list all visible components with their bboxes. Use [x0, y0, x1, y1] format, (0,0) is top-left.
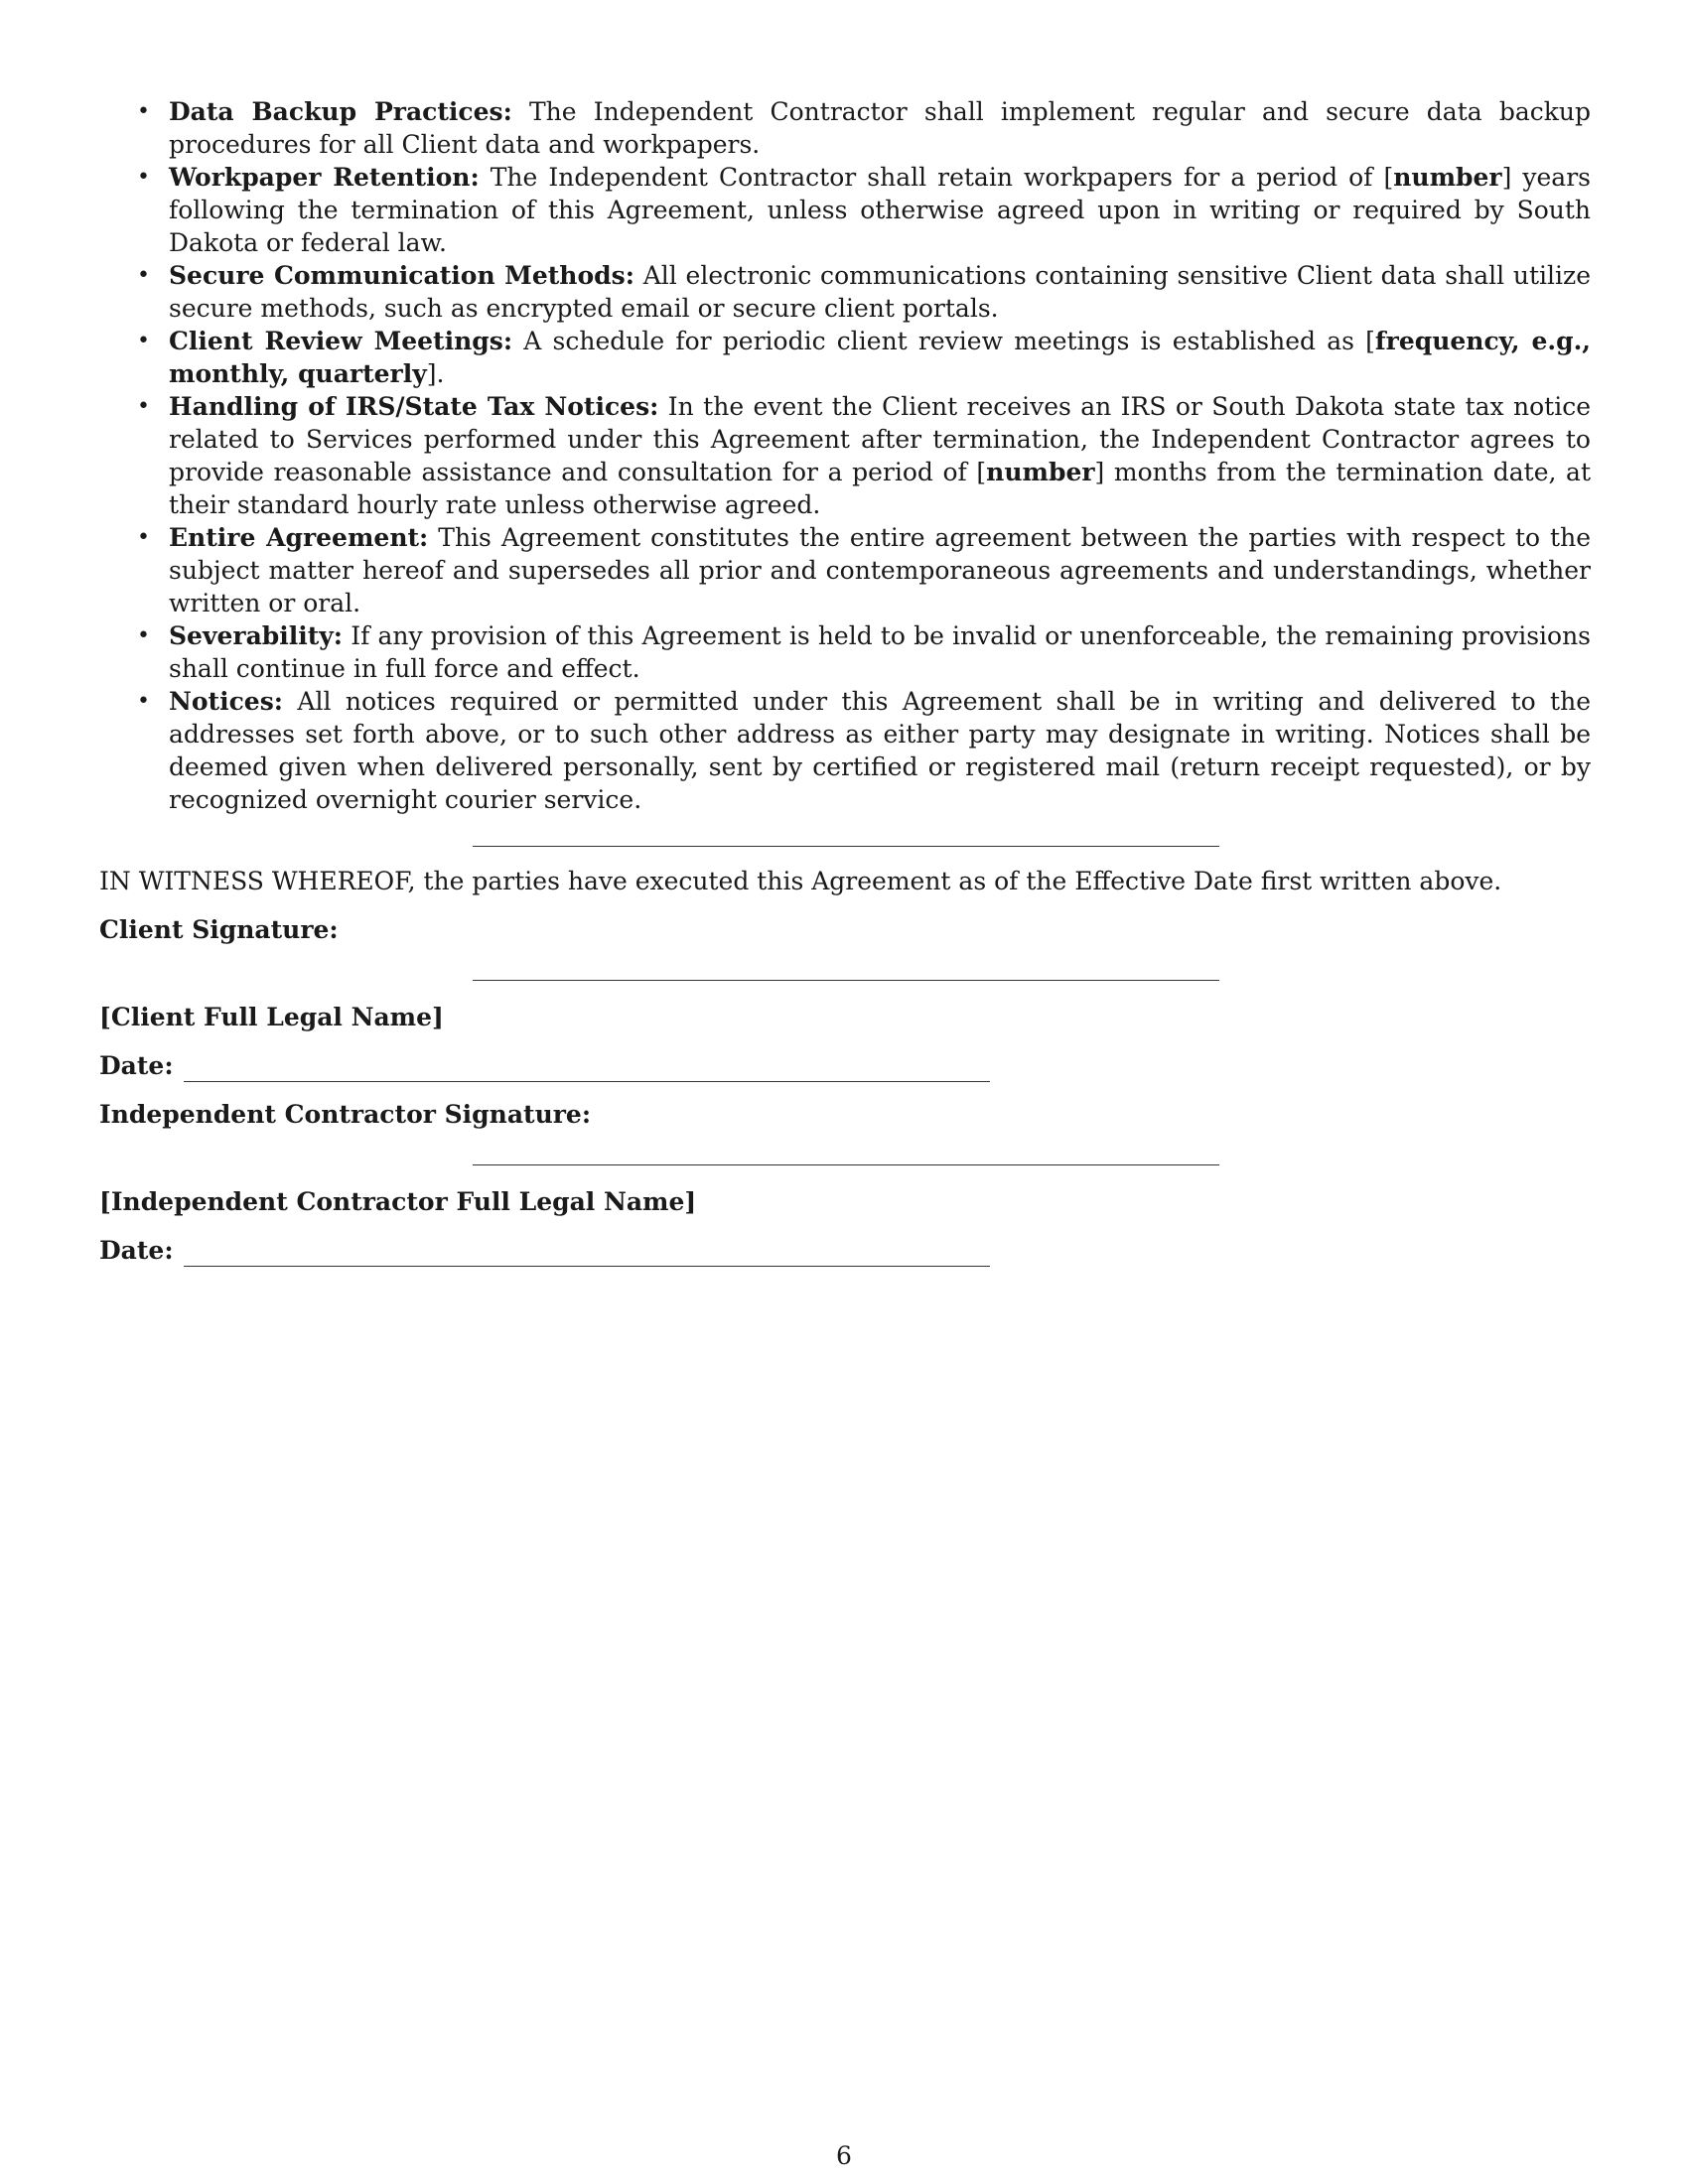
bullet-icon: •	[137, 525, 150, 550]
bullet-icon: •	[137, 623, 150, 648]
clause-title: Data Backup Practices:	[169, 97, 512, 126]
clause-item	[99, 259, 1591, 325]
clause-title: Client Review Meetings:	[169, 327, 513, 355]
clause-title: Notices:	[169, 687, 284, 716]
client-signature-line	[473, 980, 1219, 981]
bullet-icon: •	[137, 689, 150, 714]
clause-title: Handling of IRS/State Tax Notices:	[169, 392, 659, 421]
clause-title: Entire Agreement:	[169, 523, 429, 552]
page-number: 6	[836, 2141, 852, 2170]
document-page	[99, 95, 1591, 1267]
contractor-signature-line	[473, 1164, 1219, 1165]
contractor-date-row	[99, 1234, 1591, 1267]
clause-item	[99, 685, 1591, 816]
section-divider	[473, 846, 1219, 847]
clause-item	[99, 95, 1591, 161]
clause-body-end: ] months from the termination date, at their standard hourly rate unless otherwise agreed.	[169, 458, 1591, 519]
clause-title: Secure Communication Methods:	[169, 261, 634, 290]
clause-item	[99, 161, 1591, 259]
clause-body-end: ] years following the termination of this Agreement, unless otherwise agreed upon in writing or required by South Dakota or federal law.	[169, 163, 1591, 257]
clause-list	[99, 95, 1591, 816]
bullet-icon: •	[137, 99, 150, 124]
bullet-icon: •	[137, 263, 150, 288]
client-signature-label: Client Signature:	[99, 915, 339, 944]
clause-item	[99, 521, 1591, 619]
witness-statement: IN WITNESS WHEREOF, the parties have executed this Agreement as of the Effective Date first written above.	[99, 867, 1502, 895]
client-date-row	[99, 1049, 1591, 1082]
clause-placeholder: number	[986, 458, 1095, 486]
contractor-date-label: Date:	[99, 1236, 174, 1265]
client-date-label: Date:	[99, 1051, 174, 1080]
client-name-placeholder: [Client Full Legal Name]	[99, 1003, 444, 1031]
clause-item	[99, 390, 1591, 521]
bullet-icon: •	[137, 329, 150, 353]
clause-body: This Agreement constitutes the entire agreement between the parties with respect to the subject matter hereof and supersedes all prior and contemporaneous agreements and understandings, whether written or oral.	[169, 523, 1591, 617]
clause-body: A schedule for periodic client review meetings is established as [	[523, 327, 1375, 355]
clause-body: In the event the Client receives an IRS or South Dakota state tax notice related to Services performed under this Agreement after termination, the Independent Contractor agrees to provide reasonable assistance and consultation for a period of [	[169, 392, 1591, 486]
clause-title: Severability:	[169, 621, 344, 650]
clause-body: The Independent Contractor shall retain workpapers for a period of [	[490, 163, 1394, 192]
client-date-line	[184, 1057, 990, 1082]
clause-body: All electronic communications containing sensitive Client data shall utilize secure methods, such as encrypted email or secure client portals.	[169, 261, 1592, 323]
clause-item	[99, 325, 1591, 390]
bullet-icon: •	[137, 394, 150, 419]
bullet-icon: •	[137, 165, 150, 190]
clause-body: All notices required or permitted under this Agreement shall be in writing and delivered to the addresses set forth above, or to such other address as either party may designate in writing. Notices shall be deemed given when delivered personally, sent by certified or registered mail (return receipt requested), or by recognized overnight courier service.	[169, 687, 1591, 814]
clause-body-end: ].	[426, 359, 445, 388]
clause-title: Workpaper Retention:	[169, 163, 480, 192]
contractor-date-line	[184, 1242, 990, 1267]
contractor-name-placeholder: [Independent Contractor Full Legal Name]	[99, 1187, 697, 1216]
clause-item	[99, 619, 1591, 685]
clause-placeholder: frequency, e.g., monthly, quarterly	[169, 327, 1591, 388]
contractor-signature-label: Independent Contractor Signature:	[99, 1100, 592, 1129]
clause-body: The Independent Contractor shall implement regular and secure data backup procedures for all Client data and workpapers.	[169, 97, 1591, 159]
clause-placeholder: number	[1393, 163, 1502, 192]
clause-body: If any provision of this Agreement is held to be invalid or unenforceable, the remaining provisions shall continue in full force and effect.	[169, 621, 1592, 683]
